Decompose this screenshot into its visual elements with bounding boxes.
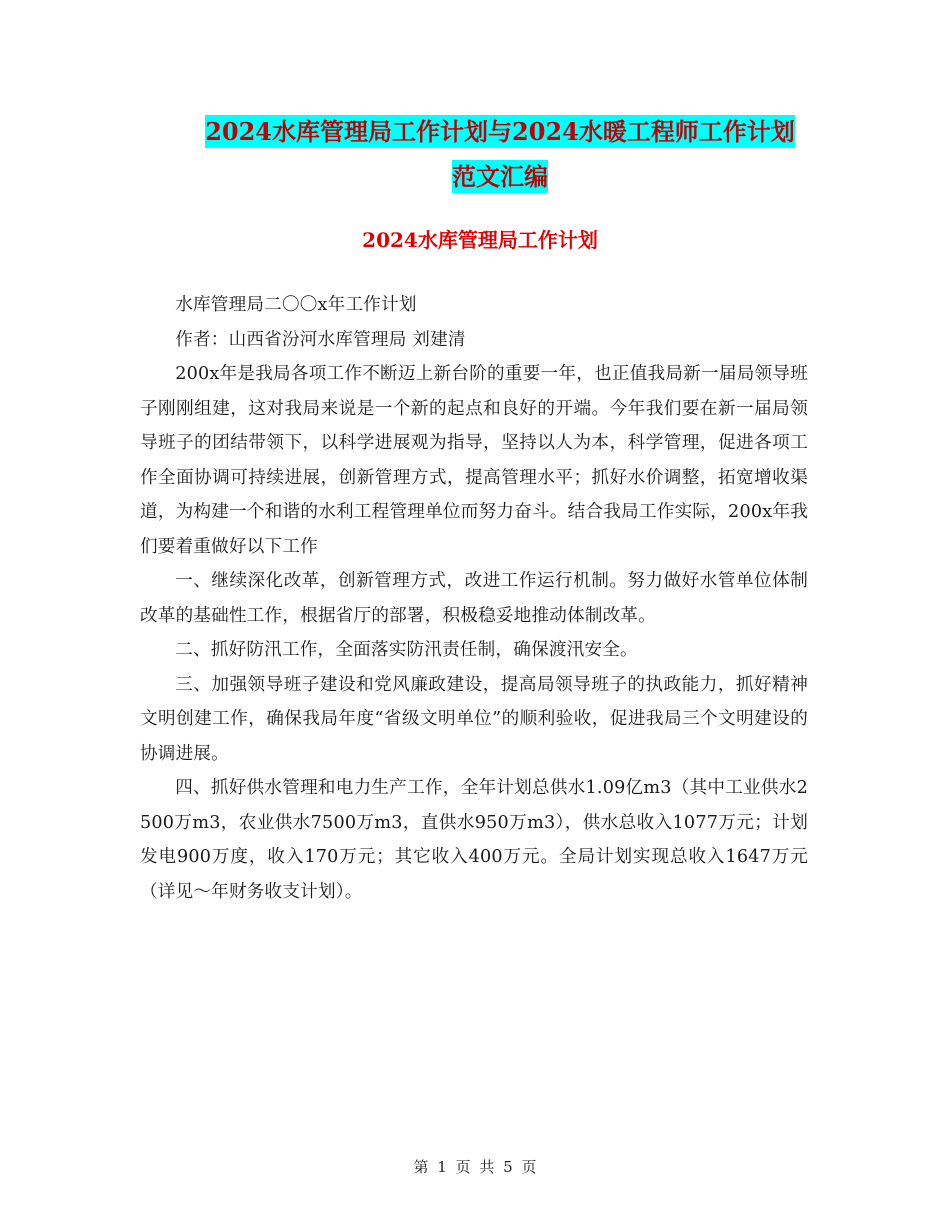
paragraph: 一、继续深化改革，创新管理方式，改进工作运行机制。努力做好水管单位体制改革的基础性工作，根据省厅的部署，积极稳妥地推动体制改革。 bbox=[140, 571, 808, 626]
paragraph: 200x年是我局各项工作不断迈上新台阶的重要一年，也正值我局新一届局领导班子刚刚组建，这对我局来说是一个新的起点和良好的开端。今年我们要在新一届局领导班子的团结带领下，以科学进展观为指导，坚持以人为本，科学管理，促进各项工作全面协调可持续进展，创新管理方式，提高管理水平；抓好水价调整，拓宽增收渠道，为构建一个和谐的水利工程管理单位而努力奋斗。结合我局工作实际，200x年我们要着重做好以下工作 bbox=[140, 364, 808, 557]
page-number-footer: 第 1 页 共 5 页 bbox=[413, 1158, 537, 1176]
paragraph: 水库管理局二〇〇x年工作计划 bbox=[175, 295, 417, 315]
paragraph: 作者：山西省汾河水库管理局 刘建清 bbox=[175, 329, 466, 350]
title-highlight: 范文汇编 bbox=[452, 162, 548, 191]
document-body bbox=[140, 288, 808, 909]
document-title-line-1 bbox=[140, 112, 860, 147]
paragraph: 四、抓好供水管理和电力生产工作，全年计划总供水1.09亿m3（其中工业供水2500万m3，农业供水7500万m3，直供水950万m3），供水总收入1077万元；计划发电900万度，收入170万元；其它收入400万元。全局计划实现总收入1647万元（详见～年财务收支计划）。 bbox=[140, 778, 808, 902]
title-highlight: 2024水库管理局工作计划与2024水暖工程师工作计划 bbox=[205, 117, 795, 146]
paragraph: 二、抓好防汛工作，全面落实防汛责任制，确保渡汛安全。 bbox=[175, 640, 638, 660]
section-heading: 2024水库管理局工作计划 bbox=[362, 228, 598, 252]
document-title-line-2 bbox=[140, 157, 860, 192]
paragraph: 三、加强领导班子建设和党风廉政建设，提高局领导班子的执政能力，抓好精神文明创建工作，确保我局年度“省级文明单位”的顺利验收，促进我局三个文明建设的协调进展。 bbox=[140, 674, 808, 764]
